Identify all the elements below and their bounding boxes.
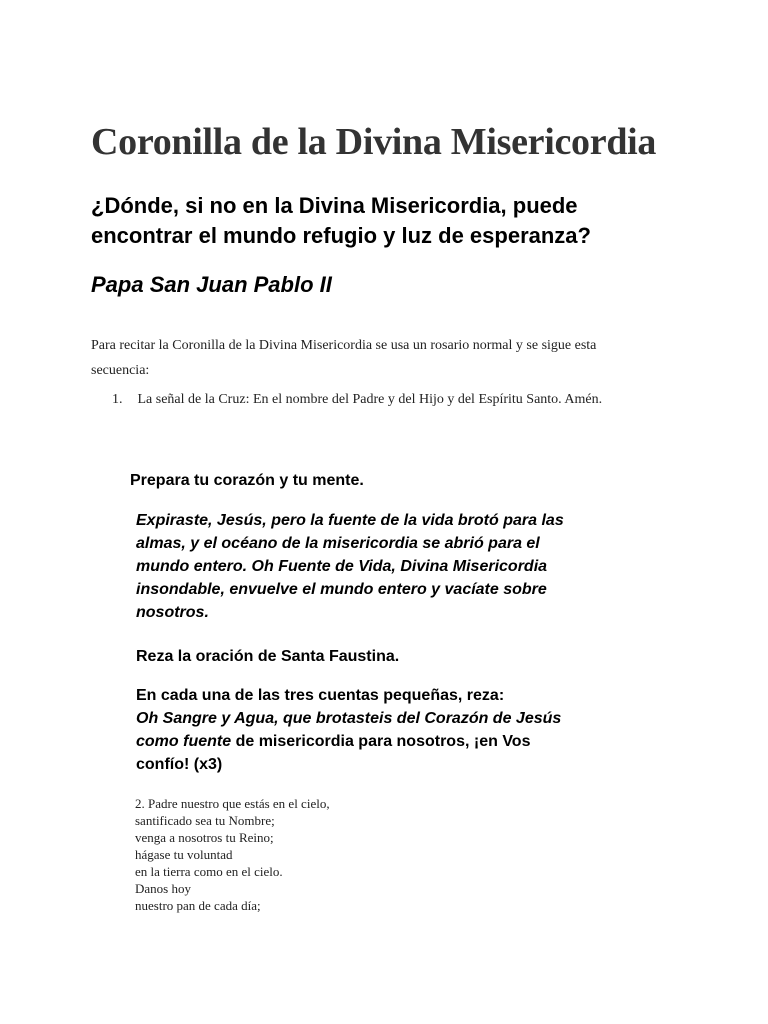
step-1 [112,390,602,410]
padre-line: santificado sea tu Nombre; [135,813,275,828]
quote-line: ¿Dónde, si no en la Divina Misericordia, puede [91,193,578,218]
quote [91,191,731,251]
expiraste-prayer [136,509,696,624]
padre-line: nuestro pan de cada día; [135,898,261,913]
padre-line: 2. Padre nuestro que estás en el cielo, [135,796,330,811]
intro-paragraph [91,333,691,383]
quote-author: Papa San Juan Pablo II [91,272,332,297]
beads-line: En cada una de las tres cuentas pequeñas, reza: [136,687,505,704]
intro-line: Para recitar la Coronilla de la Divina Misericordia se usa un rosario normal y se sigue esta [91,338,597,353]
beads-instruction [136,684,696,776]
step-text: La señal de la Cruz: En el nombre del Padre y del Hijo y del Espíritu Santo. Amén. [137,392,603,407]
prayer-line: Expiraste, Jesús, pero la fuente de la vida brotó para las [136,512,564,529]
padre-line: hágase tu voluntad [135,847,233,862]
prayer-line: nosotros. [136,604,209,621]
faustina-instruction: Reza la oración de Santa Faustina. [136,648,400,665]
step-number: 1. [112,392,123,407]
prayer-line: mundo entero. Oh Fuente de Vida, Divina Misericordia [136,558,548,575]
page-title: Coronilla de la Divina Misericordia [91,121,657,163]
beads-line [136,730,696,753]
quote-line: encontrar el mundo refugio y luz de esperanza? [91,223,591,248]
padre-line: Danos hoy [135,881,191,896]
intro-line: secuencia: [91,363,150,378]
padre-line: en la tierra como en el cielo. [135,864,283,879]
prepare-heading: Prepara tu corazón y tu mente. [130,472,364,489]
beads-line: confío! (x3) [136,756,223,773]
prayer-line: insondable, envuelve el mundo entero y vacíate sobre [136,581,547,598]
beads-italic: Oh Sangre y Agua, que brotasteis del Corazón de Jesús [136,710,562,727]
padre-line: venga a nosotros tu Reino; [135,830,274,845]
beads-italic: como fuente [136,733,232,750]
beads-rest: de misericordia para nosotros, ¡en Vos [231,733,531,750]
beads-line [136,707,696,730]
prayer-line: almas, y el océano de la misericordia se abrió para el [136,535,540,552]
padre-nuestro [135,795,330,914]
